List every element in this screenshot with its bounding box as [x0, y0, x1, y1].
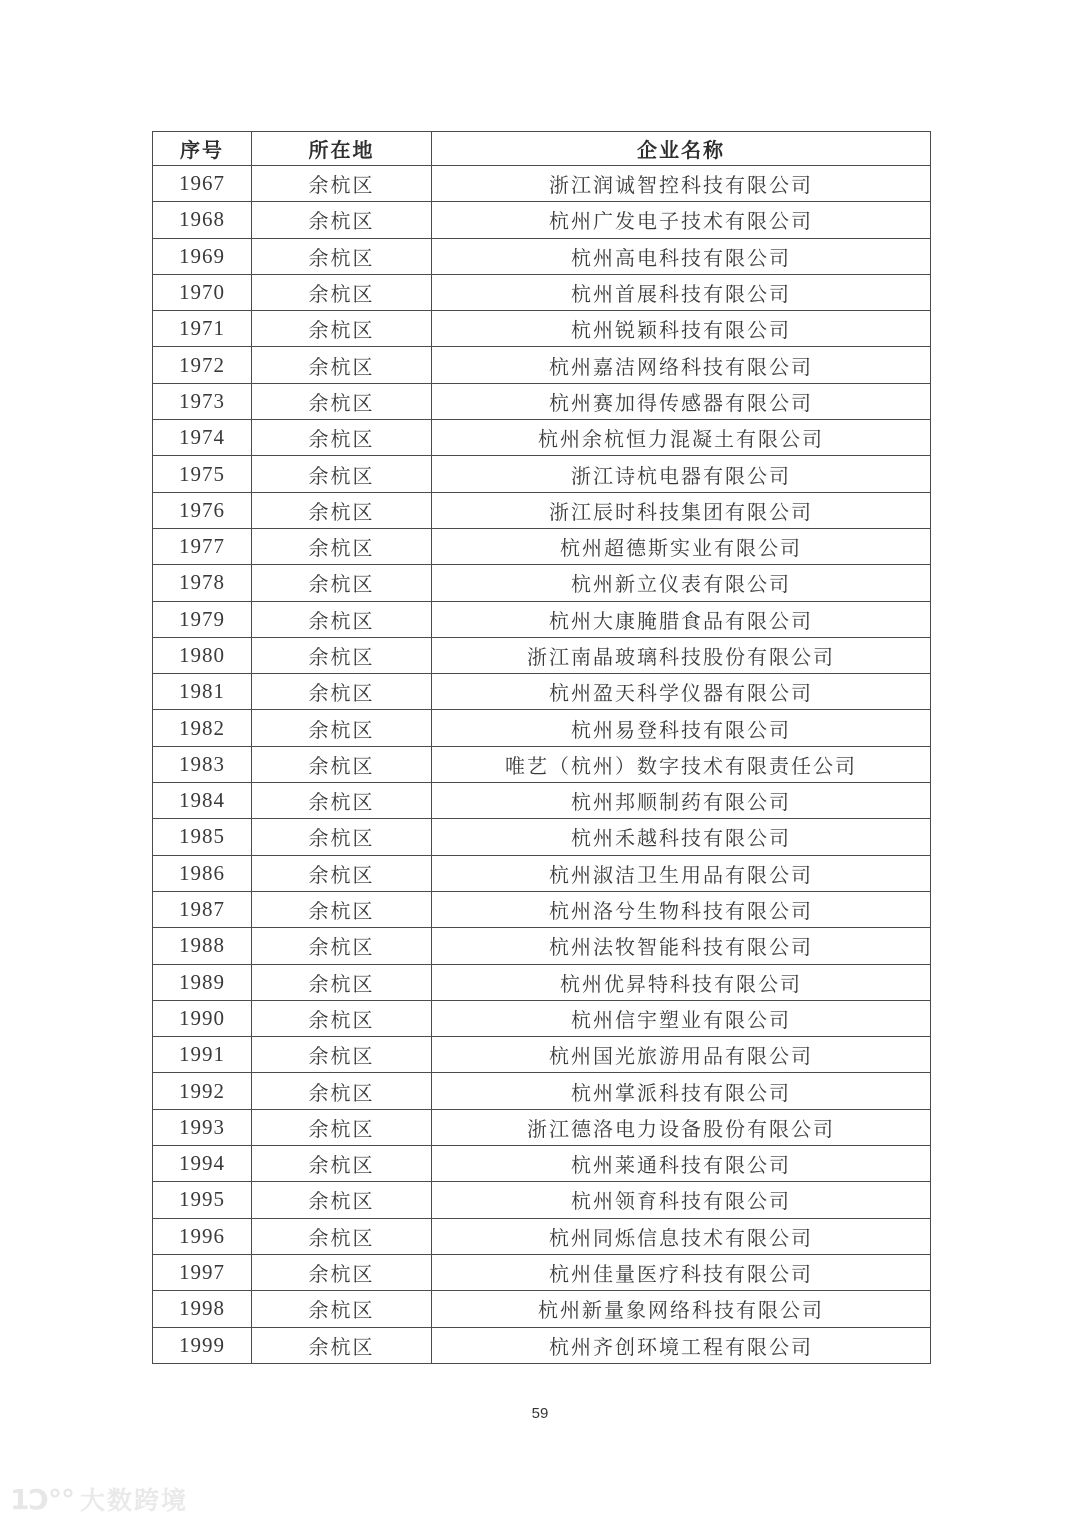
table-row	[153, 166, 931, 202]
location-cell: 余杭区	[252, 166, 432, 202]
serial-cell: 1968	[153, 202, 252, 238]
serial-cell: 1987	[153, 891, 252, 927]
serial-cell: 1990	[153, 1000, 252, 1036]
serial-cell: 1985	[153, 819, 252, 855]
table-row	[153, 456, 931, 492]
table-row	[153, 1327, 931, 1363]
serial-cell: 1986	[153, 855, 252, 891]
serial-cell: 1989	[153, 964, 252, 1000]
location-cell: 余杭区	[252, 1327, 432, 1363]
location-cell: 余杭区	[252, 746, 432, 782]
header-serial: 序号	[153, 132, 252, 166]
serial-cell: 1979	[153, 601, 252, 637]
table-row	[153, 601, 931, 637]
table-row	[153, 891, 931, 927]
location-cell: 余杭区	[252, 964, 432, 1000]
serial-cell: 1988	[153, 928, 252, 964]
table-row	[153, 674, 931, 710]
header-location: 所在地	[252, 132, 432, 166]
serial-cell: 1995	[153, 1182, 252, 1218]
table-row	[153, 964, 931, 1000]
location-cell: 余杭区	[252, 855, 432, 891]
location-cell: 余杭区	[252, 1218, 432, 1254]
serial-cell: 1969	[153, 238, 252, 274]
company-cell: 杭州超德斯实业有限公司	[432, 528, 931, 564]
company-cell: 杭州淑洁卫生用品有限公司	[432, 855, 931, 891]
location-cell: 余杭区	[252, 674, 432, 710]
table-row	[153, 1254, 931, 1290]
location-cell: 余杭区	[252, 1073, 432, 1109]
serial-cell: 1998	[153, 1291, 252, 1327]
table-row	[153, 855, 931, 891]
location-cell: 余杭区	[252, 311, 432, 347]
watermark-logo-icon: 1Ɔ°°	[10, 1483, 75, 1516]
company-cell: 杭州佳量医疗科技有限公司	[432, 1254, 931, 1290]
serial-cell: 1997	[153, 1254, 252, 1290]
company-cell: 杭州新量象网络科技有限公司	[432, 1291, 931, 1327]
serial-cell: 1994	[153, 1146, 252, 1182]
company-cell: 杭州余杭恒力混凝土有限公司	[432, 420, 931, 456]
watermark	[10, 1483, 189, 1516]
table-row	[153, 1146, 931, 1182]
company-cell: 杭州同烁信息技术有限公司	[432, 1218, 931, 1254]
table-row	[153, 311, 931, 347]
table-row	[153, 383, 931, 419]
location-cell: 余杭区	[252, 819, 432, 855]
location-cell: 余杭区	[252, 347, 432, 383]
serial-cell: 1975	[153, 456, 252, 492]
table-header-row	[153, 132, 931, 166]
company-cell: 杭州国光旅游用品有限公司	[432, 1037, 931, 1073]
location-cell: 余杭区	[252, 1291, 432, 1327]
company-cell: 浙江辰时科技集团有限公司	[432, 492, 931, 528]
company-cell: 浙江润诚智控科技有限公司	[432, 166, 931, 202]
serial-cell: 1967	[153, 166, 252, 202]
header-company-name: 企业名称	[432, 132, 931, 166]
table-row	[153, 1000, 931, 1036]
location-cell: 余杭区	[252, 1182, 432, 1218]
company-cell: 杭州禾越科技有限公司	[432, 819, 931, 855]
location-cell: 余杭区	[252, 456, 432, 492]
table-row	[153, 1291, 931, 1327]
company-cell: 杭州邦顺制药有限公司	[432, 783, 931, 819]
location-cell: 余杭区	[252, 783, 432, 819]
serial-cell: 1991	[153, 1037, 252, 1073]
table-row	[153, 565, 931, 601]
serial-cell: 1970	[153, 274, 252, 310]
location-cell: 余杭区	[252, 420, 432, 456]
serial-cell: 1977	[153, 528, 252, 564]
location-cell: 余杭区	[252, 274, 432, 310]
serial-cell: 1976	[153, 492, 252, 528]
watermark-text: 大数跨境	[80, 1485, 189, 1515]
company-cell: 浙江南晶玻璃科技股份有限公司	[432, 637, 931, 673]
table-row	[153, 528, 931, 564]
table-row	[153, 819, 931, 855]
company-cell: 杭州莱通科技有限公司	[432, 1146, 931, 1182]
table-row	[153, 420, 931, 456]
serial-cell: 1971	[153, 311, 252, 347]
location-cell: 余杭区	[252, 1000, 432, 1036]
company-table-body	[153, 166, 931, 1364]
serial-cell: 1993	[153, 1109, 252, 1145]
serial-cell: 1980	[153, 637, 252, 673]
serial-cell: 1978	[153, 565, 252, 601]
table-row	[153, 710, 931, 746]
location-cell: 余杭区	[252, 601, 432, 637]
company-cell: 杭州新立仪表有限公司	[432, 565, 931, 601]
serial-cell: 1974	[153, 420, 252, 456]
table-row	[153, 1073, 931, 1109]
company-cell: 杭州盈天科学仪器有限公司	[432, 674, 931, 710]
location-cell: 余杭区	[252, 528, 432, 564]
location-cell: 余杭区	[252, 492, 432, 528]
company-cell: 杭州优昇特科技有限公司	[432, 964, 931, 1000]
table-row	[153, 1037, 931, 1073]
location-cell: 余杭区	[252, 383, 432, 419]
location-cell: 余杭区	[252, 637, 432, 673]
company-cell: 杭州赛加得传感器有限公司	[432, 383, 931, 419]
page-number: 59	[531, 1405, 549, 1422]
table-row	[153, 347, 931, 383]
table-row	[153, 1218, 931, 1254]
serial-cell: 1999	[153, 1327, 252, 1363]
company-cell: 唯艺（杭州）数字技术有限责任公司	[432, 746, 931, 782]
company-list-table	[152, 131, 931, 1364]
location-cell: 余杭区	[252, 1146, 432, 1182]
company-cell: 浙江诗杭电器有限公司	[432, 456, 931, 492]
serial-cell: 1972	[153, 347, 252, 383]
company-cell: 杭州洛兮生物科技有限公司	[432, 891, 931, 927]
company-cell: 杭州信宇塑业有限公司	[432, 1000, 931, 1036]
table-row	[153, 274, 931, 310]
serial-cell: 1996	[153, 1218, 252, 1254]
company-cell: 杭州易登科技有限公司	[432, 710, 931, 746]
serial-cell: 1983	[153, 746, 252, 782]
location-cell: 余杭区	[252, 710, 432, 746]
location-cell: 余杭区	[252, 1037, 432, 1073]
location-cell: 余杭区	[252, 1254, 432, 1290]
company-cell: 杭州法牧智能科技有限公司	[432, 928, 931, 964]
table-row	[153, 492, 931, 528]
location-cell: 余杭区	[252, 928, 432, 964]
table-row	[153, 238, 931, 274]
company-cell: 浙江德洛电力设备股份有限公司	[432, 1109, 931, 1145]
serial-cell: 1984	[153, 783, 252, 819]
location-cell: 余杭区	[252, 238, 432, 274]
location-cell: 余杭区	[252, 565, 432, 601]
table-row	[153, 1182, 931, 1218]
table-row	[153, 202, 931, 238]
company-cell: 杭州首展科技有限公司	[432, 274, 931, 310]
company-cell: 杭州锐颖科技有限公司	[432, 311, 931, 347]
table-row	[153, 783, 931, 819]
company-cell: 杭州嘉洁网络科技有限公司	[432, 347, 931, 383]
company-cell: 杭州高电科技有限公司	[432, 238, 931, 274]
table-row	[153, 637, 931, 673]
table-row	[153, 1109, 931, 1145]
serial-cell: 1982	[153, 710, 252, 746]
table-row	[153, 746, 931, 782]
location-cell: 余杭区	[252, 891, 432, 927]
serial-cell: 1973	[153, 383, 252, 419]
company-cell: 杭州大康腌腊食品有限公司	[432, 601, 931, 637]
location-cell: 余杭区	[252, 1109, 432, 1145]
company-cell: 杭州掌派科技有限公司	[432, 1073, 931, 1109]
location-cell: 余杭区	[252, 202, 432, 238]
serial-cell: 1981	[153, 674, 252, 710]
company-cell: 杭州广发电子技术有限公司	[432, 202, 931, 238]
table-row	[153, 928, 931, 964]
company-cell: 杭州领育科技有限公司	[432, 1182, 931, 1218]
serial-cell: 1992	[153, 1073, 252, 1109]
company-cell: 杭州齐创环境工程有限公司	[432, 1327, 931, 1363]
